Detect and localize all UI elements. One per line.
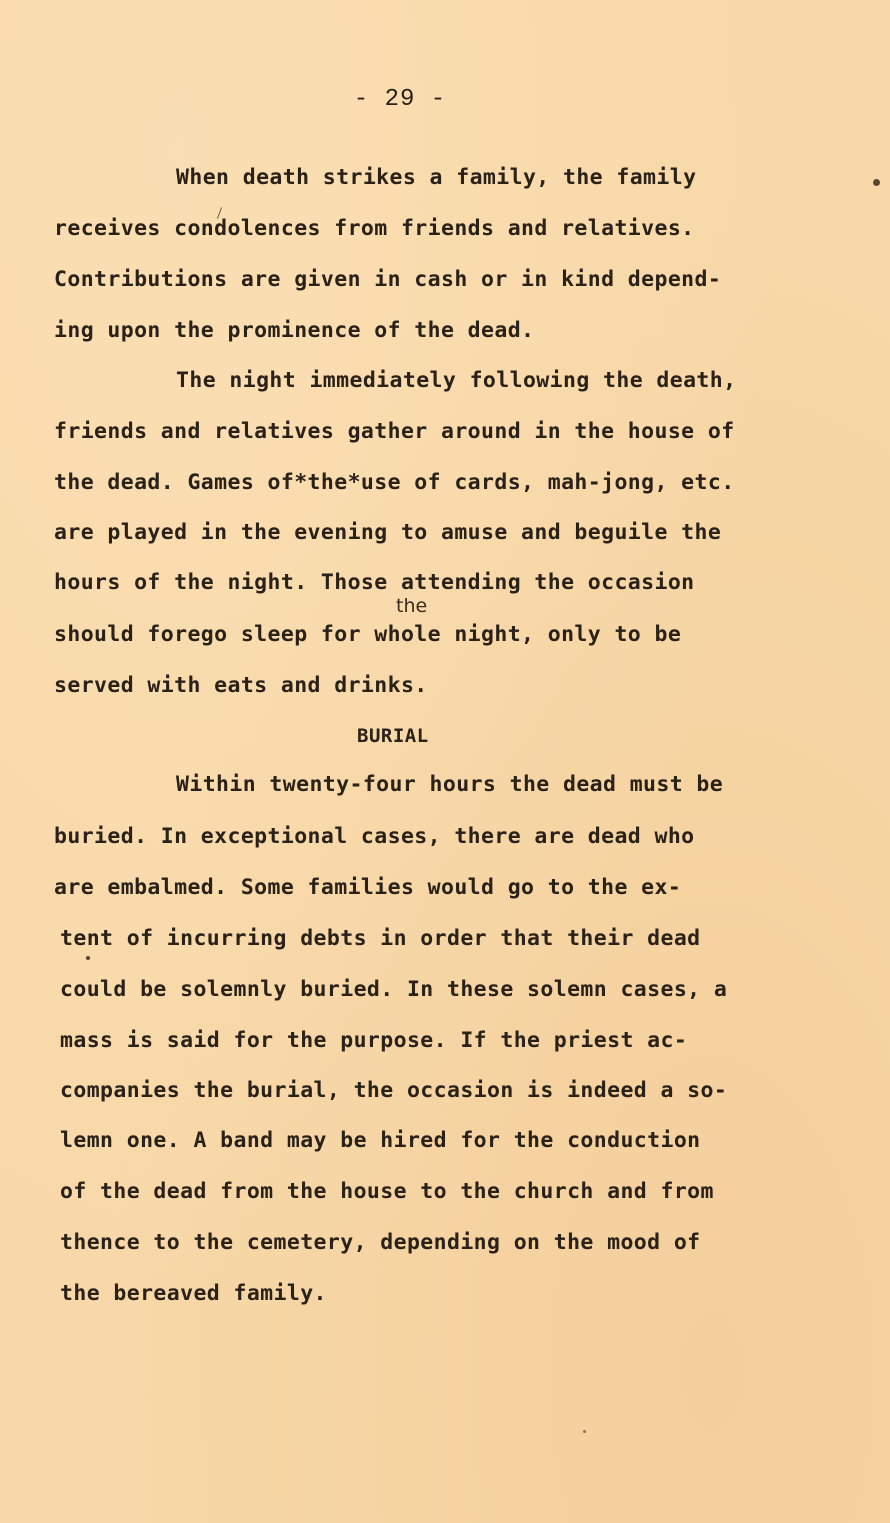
paragraph-3-line-11: the bereaved family.: [60, 1281, 327, 1306]
paragraph-3-line-10: thence to the cemetery, depending on the mood of: [60, 1230, 701, 1255]
paragraph-1-line-1: When death strikes a family, the family: [176, 165, 697, 190]
paragraph-3-line-4: tent of incurring debts in order that their dead: [60, 926, 701, 951]
paragraph-1-line-2: receives condolences from friends and relatives.: [54, 216, 695, 241]
paragraph-1-line-4: ing upon the prominence of the dead.: [54, 318, 535, 343]
ink-spot: [873, 179, 880, 186]
paragraph-3-line-9: of the dead from the house to the church and from: [60, 1179, 714, 1204]
paragraph-1-line-3: Contributions are given in cash or in kind depend-: [54, 267, 722, 292]
paragraph-2-line-1: The night immediately following the death,: [176, 368, 737, 393]
paragraph-2-line-3: the dead. Games of*the*use of cards, mah-jong, etc.: [54, 470, 735, 495]
paragraph-2-line-4: are played in the evening to amuse and beguile the: [54, 520, 722, 545]
paragraph-3-line-6: mass is said for the purpose. If the priest ac-: [60, 1028, 688, 1053]
paragraph-2-line-6: should forego sleep for whole night, only to be: [54, 622, 682, 647]
paragraph-3-line-7: companies the burial, the occasion is indeed a so-: [60, 1078, 728, 1103]
paragraph-3-line-1: Within twenty-four hours the dead must be: [176, 772, 724, 797]
section-heading: BURIAL: [357, 725, 429, 747]
paragraph-3-line-3: are embalmed. Some families would go to the ex-: [54, 875, 682, 900]
ink-speck: [86, 956, 90, 960]
paragraph-3-line-2: buried. In exceptional cases, there are dead who: [54, 824, 695, 849]
ink-speck: [583, 1430, 586, 1433]
paragraph-3-line-5: could be solemnly buried. In these solemn cases, a: [60, 977, 728, 1002]
handwritten-insert: the: [396, 595, 428, 617]
paragraph-2-line-5: hours of the night. Those attending the occasion: [54, 570, 695, 595]
paragraph-2-line-7: served with eats and drinks.: [54, 673, 428, 698]
paragraph-2-line-2: friends and relatives gather around in the house of: [54, 419, 735, 444]
page-number: - 29 -: [353, 86, 447, 113]
paragraph-3-line-8: lemn one. A band may be hired for the conduction: [60, 1128, 701, 1153]
